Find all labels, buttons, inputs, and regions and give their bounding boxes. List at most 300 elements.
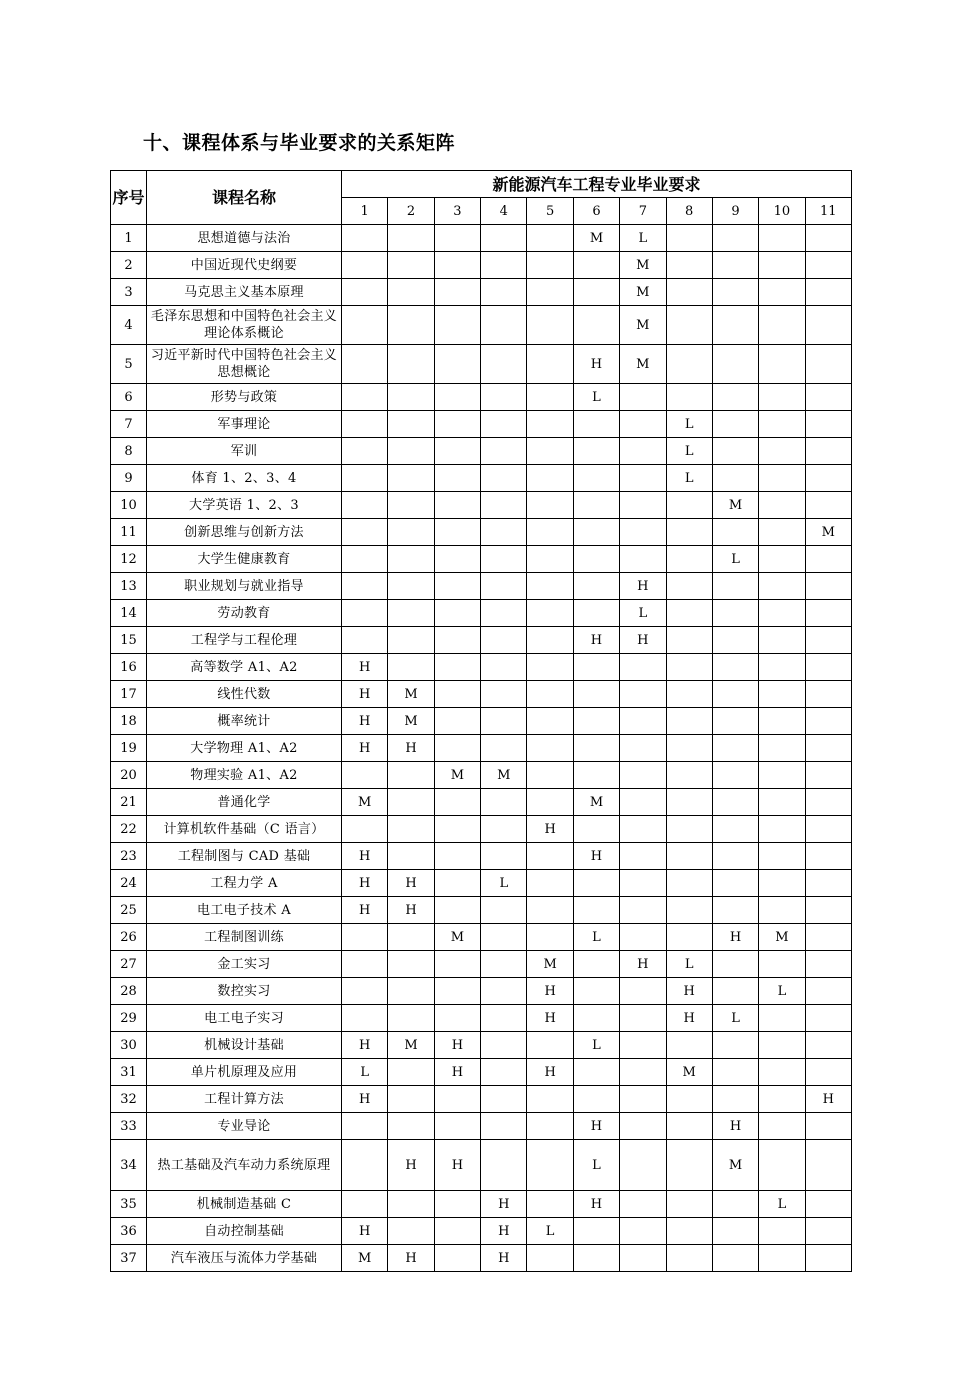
matrix-cell bbox=[805, 465, 851, 492]
matrix-cell bbox=[805, 870, 851, 897]
matrix-cell: L bbox=[712, 546, 758, 573]
matrix-cell: H bbox=[388, 1245, 434, 1272]
matrix-cell bbox=[712, 1086, 758, 1113]
matrix-cell bbox=[712, 843, 758, 870]
matrix-cell bbox=[805, 1191, 851, 1218]
matrix-cell: H bbox=[342, 843, 388, 870]
matrix-cell bbox=[527, 1191, 573, 1218]
matrix-cell bbox=[342, 1005, 388, 1032]
header-requirement-5: 5 bbox=[527, 198, 573, 225]
table-row bbox=[111, 816, 852, 843]
matrix-cell bbox=[712, 708, 758, 735]
matrix-cell bbox=[759, 1245, 805, 1272]
row-index: 29 bbox=[111, 1005, 147, 1032]
matrix-cell: H bbox=[342, 1218, 388, 1245]
table-row bbox=[111, 279, 852, 306]
matrix-cell bbox=[666, 573, 712, 600]
matrix-cell bbox=[573, 654, 619, 681]
matrix-cell bbox=[527, 1245, 573, 1272]
course-name: 电工电子实习 bbox=[147, 1005, 342, 1032]
matrix-cell bbox=[573, 1086, 619, 1113]
header-graduation-requirements: 新能源汽车工程专业毕业要求 bbox=[342, 171, 852, 198]
matrix-cell bbox=[666, 600, 712, 627]
matrix-cell bbox=[434, 681, 480, 708]
matrix-cell bbox=[481, 843, 527, 870]
matrix-cell bbox=[388, 762, 434, 789]
course-name: 毛泽东思想和中国特色社会主义理论体系概论 bbox=[147, 306, 342, 345]
course-name: 职业规划与就业指导 bbox=[147, 573, 342, 600]
matrix-cell bbox=[620, 438, 666, 465]
matrix-cell bbox=[620, 1218, 666, 1245]
matrix-cell bbox=[620, 1086, 666, 1113]
matrix-cell bbox=[388, 654, 434, 681]
course-name: 数控实习 bbox=[147, 978, 342, 1005]
matrix-cell bbox=[481, 306, 527, 345]
table-row bbox=[111, 1191, 852, 1218]
matrix-cell bbox=[712, 681, 758, 708]
table-row bbox=[111, 627, 852, 654]
matrix-cell: H bbox=[342, 708, 388, 735]
matrix-cell bbox=[481, 924, 527, 951]
matrix-cell bbox=[712, 465, 758, 492]
table-row bbox=[111, 306, 852, 345]
row-index: 30 bbox=[111, 1032, 147, 1059]
matrix-cell bbox=[805, 384, 851, 411]
matrix-cell bbox=[527, 924, 573, 951]
matrix-cell: H bbox=[527, 1005, 573, 1032]
matrix-cell bbox=[805, 708, 851, 735]
matrix-cell bbox=[481, 708, 527, 735]
matrix-cell bbox=[342, 627, 388, 654]
row-index: 17 bbox=[111, 681, 147, 708]
course-name: 体育 1、2、3、4 bbox=[147, 465, 342, 492]
matrix-cell bbox=[342, 345, 388, 384]
matrix-cell bbox=[527, 600, 573, 627]
matrix-cell bbox=[620, 1059, 666, 1086]
matrix-cell bbox=[666, 654, 712, 681]
course-name: 机械设计基础 bbox=[147, 1032, 342, 1059]
matrix-cell bbox=[342, 411, 388, 438]
table-row bbox=[111, 492, 852, 519]
matrix-cell bbox=[481, 978, 527, 1005]
matrix-cell bbox=[620, 519, 666, 546]
row-index: 13 bbox=[111, 573, 147, 600]
matrix-cell: L bbox=[481, 870, 527, 897]
matrix-cell bbox=[620, 762, 666, 789]
matrix-cell: H bbox=[805, 1086, 851, 1113]
matrix-cell bbox=[434, 708, 480, 735]
matrix-cell bbox=[712, 897, 758, 924]
course-name: 普通化学 bbox=[147, 789, 342, 816]
matrix-cell bbox=[434, 600, 480, 627]
course-name: 汽车液压与流体力学基础 bbox=[147, 1245, 342, 1272]
table-row bbox=[111, 708, 852, 735]
matrix-cell bbox=[620, 681, 666, 708]
table-row bbox=[111, 600, 852, 627]
row-index: 2 bbox=[111, 252, 147, 279]
matrix-cell bbox=[712, 600, 758, 627]
row-index: 22 bbox=[111, 816, 147, 843]
matrix-cell bbox=[805, 600, 851, 627]
matrix-cell bbox=[573, 1245, 619, 1272]
matrix-cell bbox=[481, 1059, 527, 1086]
row-index: 10 bbox=[111, 492, 147, 519]
matrix-cell bbox=[666, 1140, 712, 1191]
matrix-cell bbox=[805, 978, 851, 1005]
matrix-cell: H bbox=[388, 1140, 434, 1191]
matrix-cell bbox=[388, 519, 434, 546]
matrix-cell: L bbox=[620, 225, 666, 252]
header-requirement-9: 9 bbox=[712, 198, 758, 225]
course-name: 电工电子技术 A bbox=[147, 897, 342, 924]
row-index: 33 bbox=[111, 1113, 147, 1140]
matrix-cell bbox=[388, 306, 434, 345]
matrix-cell bbox=[573, 870, 619, 897]
row-index: 37 bbox=[111, 1245, 147, 1272]
matrix-cell bbox=[620, 654, 666, 681]
course-name: 工程制图训练 bbox=[147, 924, 342, 951]
matrix-cell bbox=[342, 279, 388, 306]
matrix-cell bbox=[388, 978, 434, 1005]
matrix-cell bbox=[573, 897, 619, 924]
matrix-cell bbox=[342, 1113, 388, 1140]
matrix-cell bbox=[805, 816, 851, 843]
matrix-cell bbox=[481, 411, 527, 438]
table-row bbox=[111, 951, 852, 978]
matrix-cell bbox=[527, 225, 573, 252]
matrix-cell bbox=[666, 492, 712, 519]
matrix-cell: M bbox=[342, 789, 388, 816]
matrix-cell bbox=[481, 1113, 527, 1140]
matrix-cell bbox=[434, 573, 480, 600]
table-row bbox=[111, 225, 852, 252]
matrix-cell bbox=[759, 279, 805, 306]
matrix-cell bbox=[712, 627, 758, 654]
header-index: 序号 bbox=[111, 171, 147, 225]
course-name: 创新思维与创新方法 bbox=[147, 519, 342, 546]
table-row bbox=[111, 1086, 852, 1113]
matrix-cell bbox=[759, 225, 805, 252]
matrix-cell: M bbox=[620, 252, 666, 279]
matrix-cell bbox=[759, 1032, 805, 1059]
table-row bbox=[111, 1005, 852, 1032]
table-row bbox=[111, 1218, 852, 1245]
matrix-cell: H bbox=[620, 573, 666, 600]
matrix-cell bbox=[527, 870, 573, 897]
matrix-cell bbox=[342, 225, 388, 252]
matrix-cell bbox=[342, 1191, 388, 1218]
matrix-cell bbox=[342, 924, 388, 951]
matrix-cell bbox=[573, 546, 619, 573]
matrix-cell: L bbox=[666, 411, 712, 438]
matrix-cell bbox=[434, 627, 480, 654]
matrix-cell bbox=[388, 816, 434, 843]
course-name: 工程制图与 CAD 基础 bbox=[147, 843, 342, 870]
matrix-cell bbox=[666, 546, 712, 573]
matrix-cell bbox=[481, 225, 527, 252]
row-index: 31 bbox=[111, 1059, 147, 1086]
matrix-cell bbox=[481, 1086, 527, 1113]
matrix-cell bbox=[434, 1191, 480, 1218]
matrix-cell bbox=[388, 384, 434, 411]
matrix-cell bbox=[434, 345, 480, 384]
header-requirement-6: 6 bbox=[573, 198, 619, 225]
matrix-cell bbox=[712, 1218, 758, 1245]
table-row bbox=[111, 345, 852, 384]
matrix-cell bbox=[342, 492, 388, 519]
matrix-cell bbox=[666, 1086, 712, 1113]
row-index: 20 bbox=[111, 762, 147, 789]
matrix-cell: L bbox=[759, 1191, 805, 1218]
matrix-cell bbox=[388, 1191, 434, 1218]
matrix-cell bbox=[759, 546, 805, 573]
matrix-cell bbox=[434, 870, 480, 897]
relationship-matrix-table bbox=[110, 170, 852, 1272]
matrix-cell bbox=[666, 897, 712, 924]
matrix-cell bbox=[388, 1005, 434, 1032]
matrix-cell bbox=[759, 870, 805, 897]
matrix-cell bbox=[805, 1032, 851, 1059]
matrix-cell: M bbox=[388, 1032, 434, 1059]
table-row bbox=[111, 384, 852, 411]
row-index: 9 bbox=[111, 465, 147, 492]
matrix-cell: M bbox=[620, 279, 666, 306]
matrix-cell bbox=[573, 573, 619, 600]
matrix-cell bbox=[712, 252, 758, 279]
matrix-cell bbox=[527, 465, 573, 492]
matrix-cell bbox=[620, 735, 666, 762]
table-row bbox=[111, 465, 852, 492]
table-row bbox=[111, 897, 852, 924]
matrix-cell bbox=[342, 951, 388, 978]
matrix-cell bbox=[342, 816, 388, 843]
matrix-cell bbox=[481, 492, 527, 519]
matrix-cell bbox=[434, 492, 480, 519]
matrix-cell bbox=[434, 438, 480, 465]
matrix-cell: L bbox=[342, 1059, 388, 1086]
course-name: 形势与政策 bbox=[147, 384, 342, 411]
matrix-cell bbox=[573, 492, 619, 519]
matrix-cell bbox=[388, 600, 434, 627]
matrix-cell bbox=[805, 1218, 851, 1245]
matrix-cell: H bbox=[527, 978, 573, 1005]
row-index: 24 bbox=[111, 870, 147, 897]
matrix-cell bbox=[805, 1005, 851, 1032]
matrix-cell bbox=[620, 492, 666, 519]
table-row bbox=[111, 252, 852, 279]
matrix-cell bbox=[481, 1032, 527, 1059]
matrix-cell bbox=[620, 816, 666, 843]
course-name: 习近平新时代中国特色社会主义思想概论 bbox=[147, 345, 342, 384]
course-name: 机械制造基础 C bbox=[147, 1191, 342, 1218]
matrix-cell bbox=[573, 411, 619, 438]
header-requirement-4: 4 bbox=[481, 198, 527, 225]
matrix-cell bbox=[527, 654, 573, 681]
matrix-cell bbox=[805, 762, 851, 789]
matrix-cell bbox=[342, 600, 388, 627]
matrix-cell: H bbox=[388, 735, 434, 762]
matrix-cell bbox=[712, 438, 758, 465]
matrix-cell bbox=[805, 654, 851, 681]
matrix-cell bbox=[388, 411, 434, 438]
matrix-cell bbox=[759, 1005, 805, 1032]
matrix-cell bbox=[527, 573, 573, 600]
matrix-cell bbox=[666, 816, 712, 843]
matrix-cell bbox=[805, 279, 851, 306]
course-name: 军训 bbox=[147, 438, 342, 465]
matrix-cell bbox=[527, 1032, 573, 1059]
matrix-cell bbox=[342, 1140, 388, 1191]
matrix-cell bbox=[620, 870, 666, 897]
matrix-cell bbox=[434, 816, 480, 843]
matrix-cell bbox=[712, 1032, 758, 1059]
table-row bbox=[111, 924, 852, 951]
matrix-cell bbox=[805, 735, 851, 762]
matrix-cell bbox=[573, 735, 619, 762]
matrix-cell bbox=[666, 1218, 712, 1245]
matrix-cell bbox=[434, 951, 480, 978]
course-name: 自动控制基础 bbox=[147, 1218, 342, 1245]
matrix-cell bbox=[388, 252, 434, 279]
course-name: 大学英语 1、2、3 bbox=[147, 492, 342, 519]
course-name: 大学物理 A1、A2 bbox=[147, 735, 342, 762]
matrix-cell bbox=[573, 438, 619, 465]
matrix-cell: M bbox=[712, 1140, 758, 1191]
matrix-cell bbox=[481, 519, 527, 546]
matrix-cell bbox=[527, 384, 573, 411]
matrix-cell bbox=[388, 492, 434, 519]
matrix-cell: H bbox=[481, 1218, 527, 1245]
row-index: 35 bbox=[111, 1191, 147, 1218]
matrix-cell bbox=[481, 600, 527, 627]
matrix-cell: L bbox=[573, 1032, 619, 1059]
matrix-cell bbox=[759, 897, 805, 924]
matrix-cell bbox=[527, 306, 573, 345]
matrix-cell bbox=[527, 438, 573, 465]
row-index: 19 bbox=[111, 735, 147, 762]
row-index: 7 bbox=[111, 411, 147, 438]
matrix-cell bbox=[434, 735, 480, 762]
matrix-cell bbox=[527, 627, 573, 654]
matrix-cell bbox=[342, 252, 388, 279]
table-row bbox=[111, 870, 852, 897]
matrix-cell bbox=[573, 762, 619, 789]
matrix-cell bbox=[805, 306, 851, 345]
row-index: 14 bbox=[111, 600, 147, 627]
matrix-cell bbox=[666, 843, 712, 870]
matrix-cell: H bbox=[573, 1113, 619, 1140]
matrix-cell bbox=[712, 225, 758, 252]
matrix-cell bbox=[805, 897, 851, 924]
matrix-cell bbox=[481, 951, 527, 978]
matrix-cell: L bbox=[712, 1005, 758, 1032]
matrix-cell bbox=[481, 384, 527, 411]
matrix-cell bbox=[481, 627, 527, 654]
course-name: 劳动教育 bbox=[147, 600, 342, 627]
matrix-cell bbox=[666, 345, 712, 384]
matrix-cell bbox=[805, 1059, 851, 1086]
matrix-cell bbox=[759, 627, 805, 654]
matrix-cell bbox=[759, 465, 805, 492]
matrix-cell bbox=[481, 654, 527, 681]
matrix-cell bbox=[759, 438, 805, 465]
matrix-cell bbox=[388, 345, 434, 384]
matrix-cell bbox=[527, 492, 573, 519]
matrix-cell bbox=[759, 345, 805, 384]
matrix-cell: M bbox=[712, 492, 758, 519]
course-name: 高等数学 A1、A2 bbox=[147, 654, 342, 681]
matrix-cell bbox=[573, 1218, 619, 1245]
table-row bbox=[111, 1245, 852, 1272]
matrix-cell: M bbox=[434, 924, 480, 951]
table-row bbox=[111, 789, 852, 816]
matrix-cell bbox=[481, 735, 527, 762]
matrix-cell: L bbox=[666, 438, 712, 465]
matrix-cell bbox=[666, 735, 712, 762]
matrix-cell: M bbox=[388, 708, 434, 735]
matrix-cell: H bbox=[527, 816, 573, 843]
row-index: 11 bbox=[111, 519, 147, 546]
matrix-cell bbox=[388, 1086, 434, 1113]
matrix-cell bbox=[342, 519, 388, 546]
table-row bbox=[111, 978, 852, 1005]
matrix-cell bbox=[620, 546, 666, 573]
matrix-cell: H bbox=[388, 870, 434, 897]
matrix-cell bbox=[759, 762, 805, 789]
matrix-cell: M bbox=[527, 951, 573, 978]
matrix-cell bbox=[620, 465, 666, 492]
matrix-cell bbox=[712, 573, 758, 600]
table-row bbox=[111, 735, 852, 762]
matrix-cell bbox=[666, 789, 712, 816]
matrix-cell bbox=[759, 654, 805, 681]
table-row bbox=[111, 843, 852, 870]
course-name: 概率统计 bbox=[147, 708, 342, 735]
matrix-cell bbox=[759, 1140, 805, 1191]
matrix-cell bbox=[759, 816, 805, 843]
matrix-cell bbox=[434, 1245, 480, 1272]
matrix-cell: M bbox=[620, 306, 666, 345]
matrix-cell bbox=[388, 573, 434, 600]
table-row bbox=[111, 1032, 852, 1059]
matrix-cell bbox=[759, 492, 805, 519]
matrix-cell bbox=[805, 411, 851, 438]
matrix-cell: L bbox=[759, 978, 805, 1005]
matrix-cell bbox=[434, 1086, 480, 1113]
matrix-cell bbox=[712, 306, 758, 345]
course-name: 金工实习 bbox=[147, 951, 342, 978]
matrix-cell bbox=[759, 573, 805, 600]
row-index: 4 bbox=[111, 306, 147, 345]
course-name: 马克思主义基本原理 bbox=[147, 279, 342, 306]
matrix-cell bbox=[481, 1140, 527, 1191]
matrix-cell bbox=[712, 345, 758, 384]
matrix-cell bbox=[759, 1059, 805, 1086]
matrix-cell bbox=[712, 1059, 758, 1086]
matrix-cell bbox=[527, 279, 573, 306]
matrix-cell bbox=[620, 1032, 666, 1059]
matrix-cell: M bbox=[342, 1245, 388, 1272]
table-row bbox=[111, 1140, 852, 1191]
matrix-cell bbox=[666, 306, 712, 345]
row-index: 6 bbox=[111, 384, 147, 411]
matrix-cell bbox=[388, 279, 434, 306]
matrix-cell: M bbox=[620, 345, 666, 384]
matrix-cell bbox=[481, 465, 527, 492]
matrix-cell bbox=[805, 681, 851, 708]
matrix-cell bbox=[712, 411, 758, 438]
matrix-cell bbox=[573, 306, 619, 345]
